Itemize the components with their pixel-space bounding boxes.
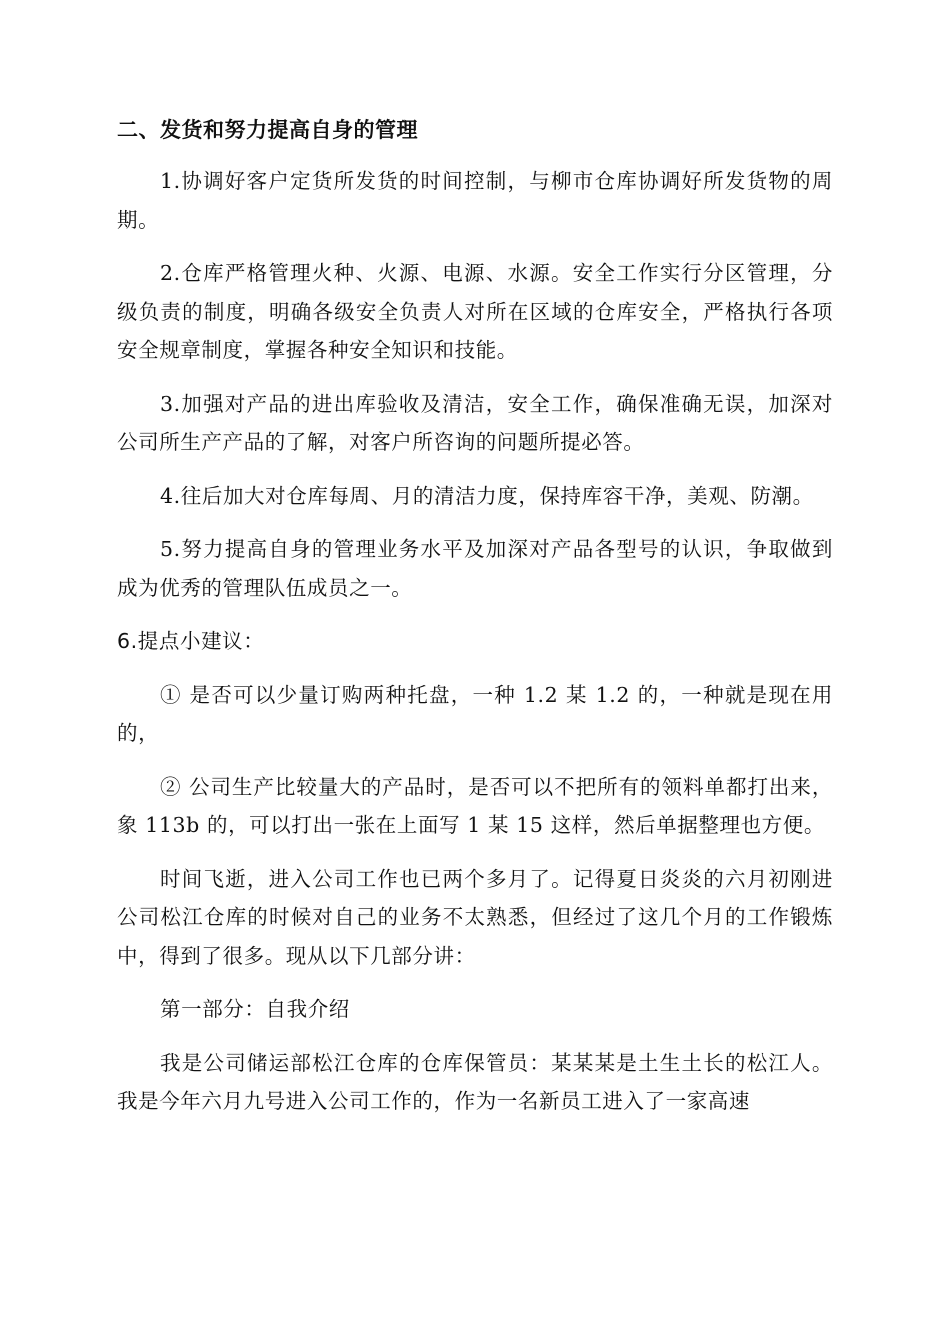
list-item-4: 4.往后加大对仓库每周、月的清洁力度，保持库容干净，美观、防潮。 [160,483,814,508]
list-item-3: 3.加强对产品的进出库验收及清洁，安全工作，确保准确无误，加深对公司所生产产品的了解，对客户所咨询的问题所提必答。 [117,391,833,454]
suggestion-number: 6. [117,629,138,653]
summary-intro: 时间飞逝，进入公司工作也已两个多月了。记得夏日炎炎的六月初刚进公司松江仓库的时候对自己的业务不太熟悉，但经过了这几个月的工作锻炼中，得到了很多。现从以下几部分讲： [117,866,833,968]
self-intro: 我是公司储运部松江仓库的仓库保管员：某某某是土生土长的松江人。我是今年六月九号进入公司工作的，作为一名新员工进入了一家高速 [117,1050,833,1113]
suggestion-heading [117,622,833,661]
suggestion-point-1: ① 是否可以少量订购两种托盘，一种 1.2 某 1.2 的，一种就是现在用的， [117,682,833,745]
section-heading: 二、发货和努力提高自身的管理 [117,118,418,142]
list-item-2: 2.仓库严格管理火种、火源、电源、水源。安全工作实行分区管理，分级负责的制度，明确各级安全负责人对所在区域的仓库安全，严格执行各项安全规章制度，掌握各种安全知识和技能。 [117,261,833,362]
document-body [117,112,833,1136]
suggestion-title: 提点小建议： [137,629,265,653]
list-item-1: 1.协调好客户定货所发货的时间控制，与柳市仓库协调好所发货物的周期。 [117,169,833,232]
list-item-5: 5.努力提高自身的管理业务水平及加深对产品各型号的认识，争取做到成为优秀的管理队伍成员之一。 [117,537,833,600]
suggestion-point-2: ② 公司生产比较量大的产品时，是否可以不把所有的领料单都打出来，象 113b 的，可以打出一张在上面写 1 某 15 这样，然后单据整理也方便。 [117,774,833,837]
part-title: 第一部分：自我介绍 [160,997,350,1021]
